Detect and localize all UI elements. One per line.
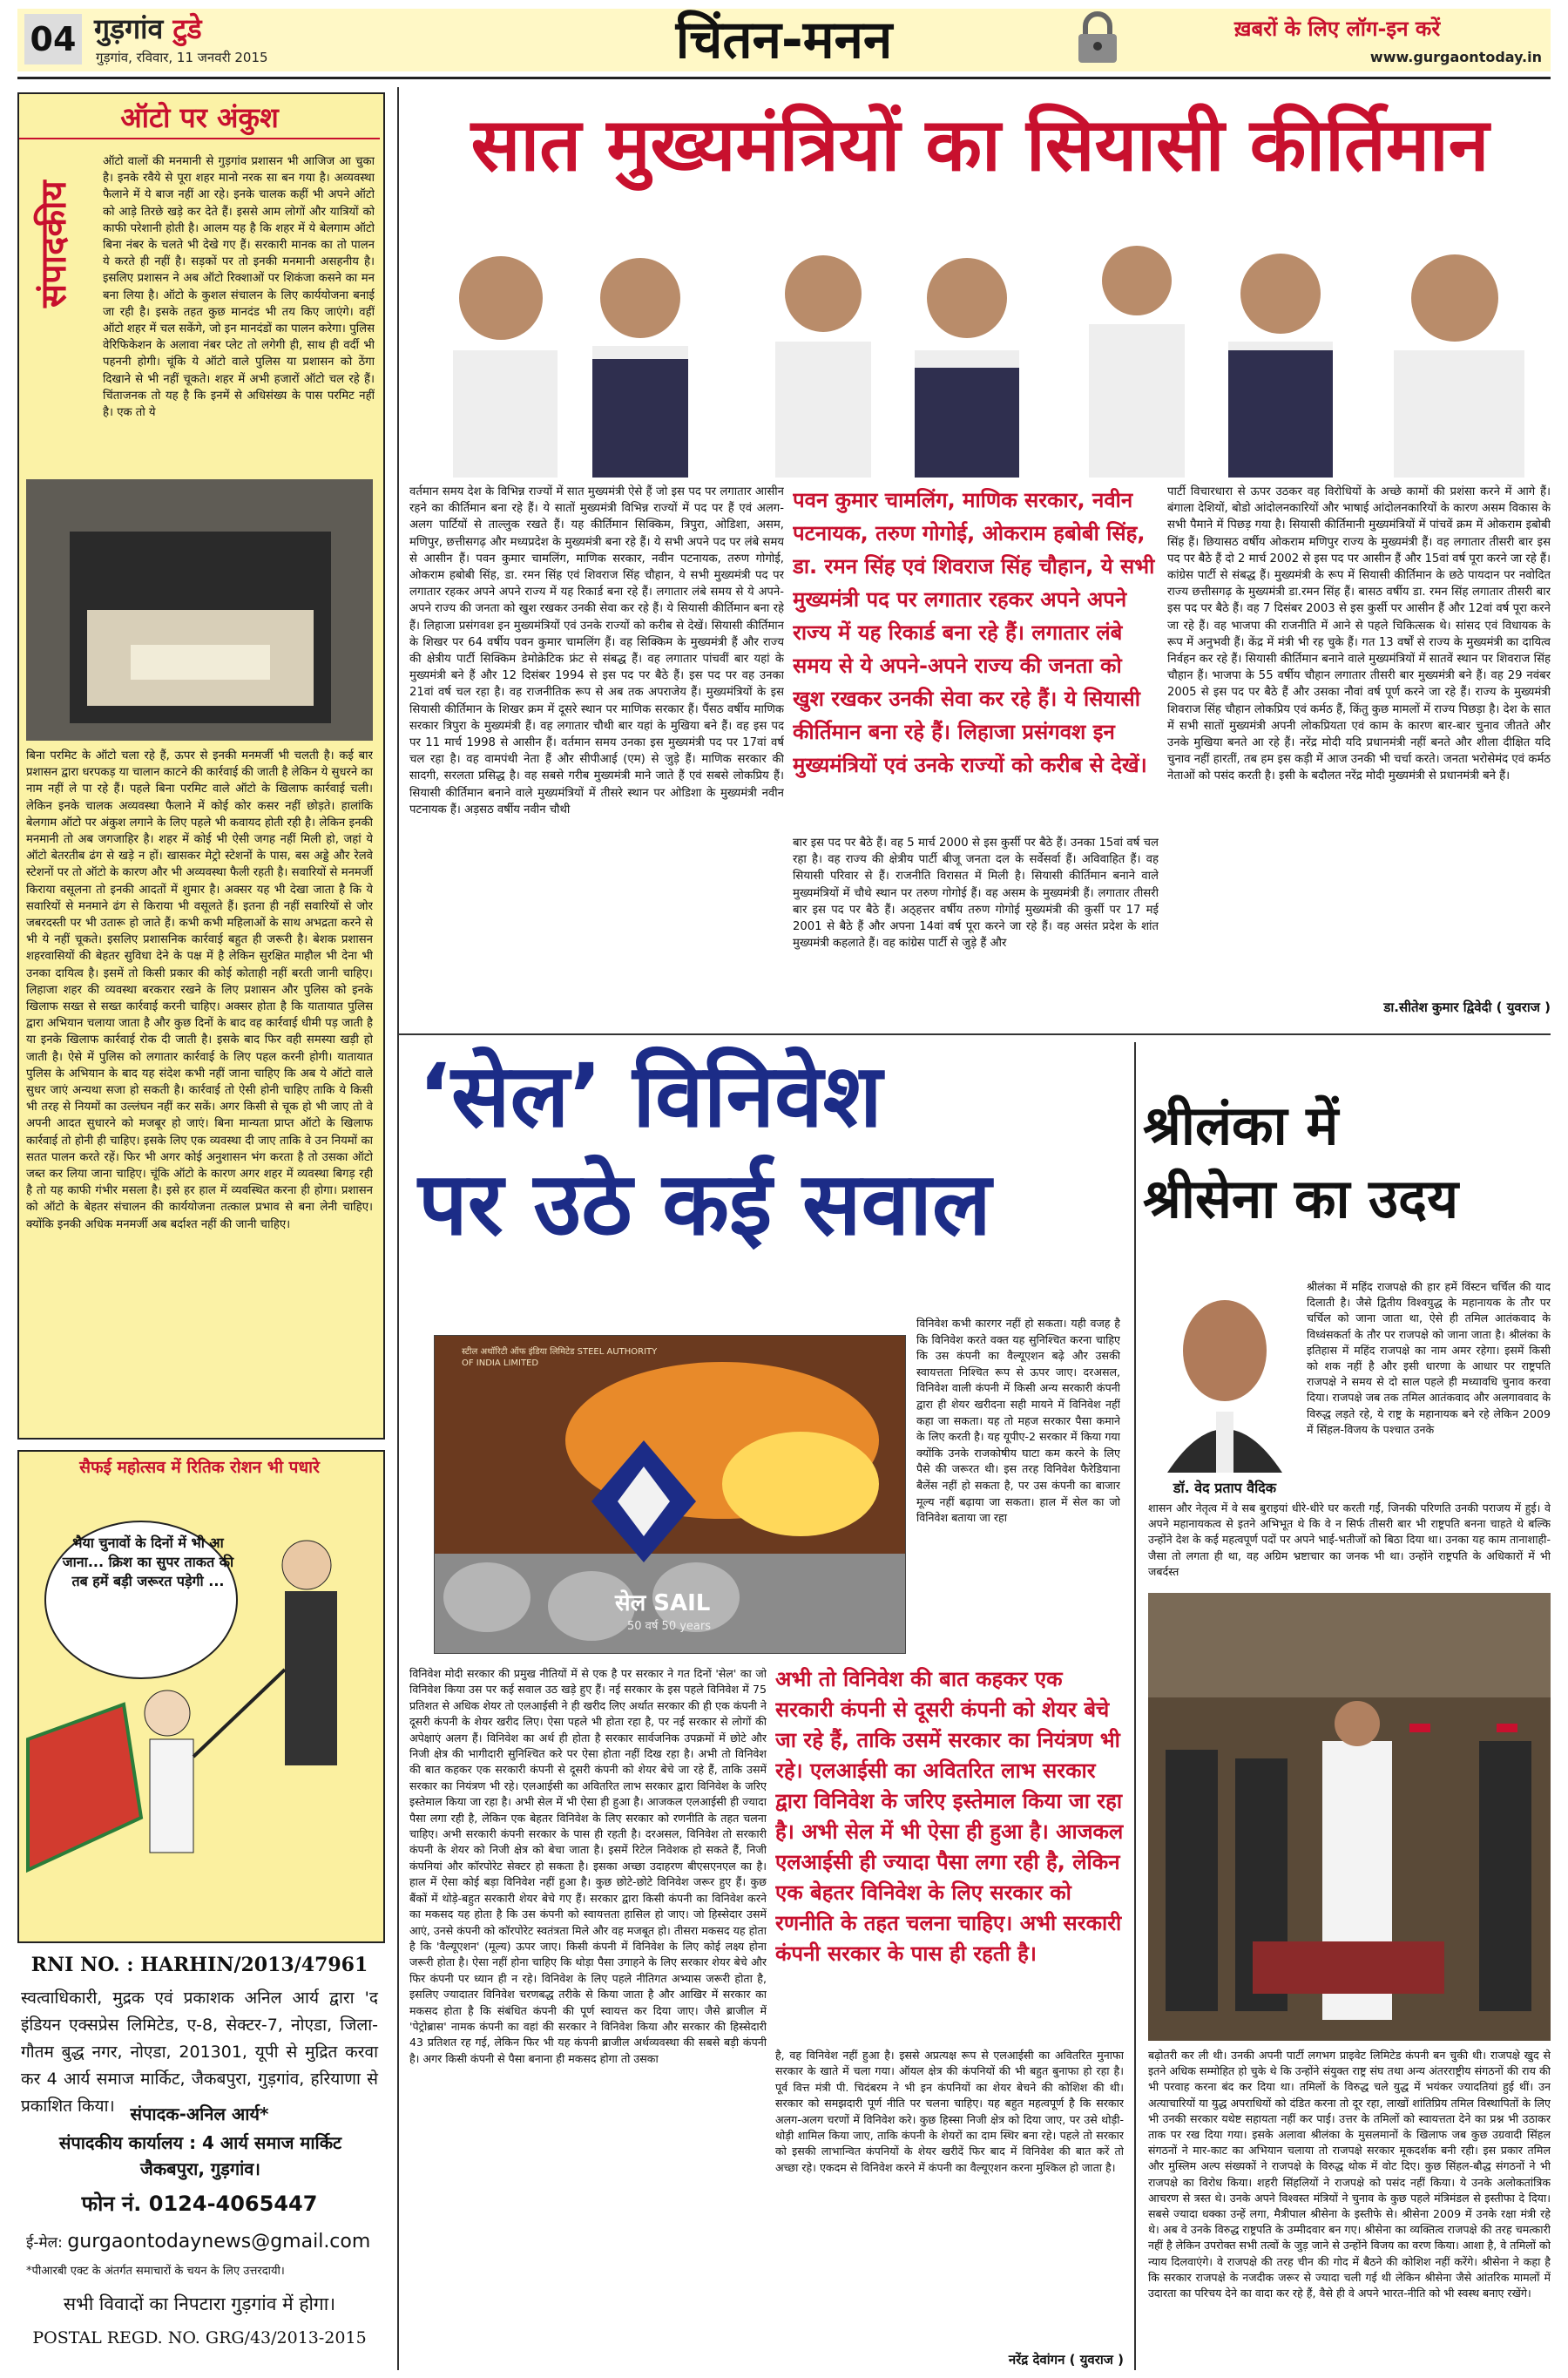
login-prompt[interactable]: ख़बरों के लिए लॉग-इन करें — [1233, 17, 1441, 41]
paper-name — [94, 10, 202, 47]
imprint-office: संपादकीय कार्यालय : 4 आर्य समाज मार्किट जैकबपुरा, गुड़गांव। — [58, 2132, 342, 2179]
sail-column-1: विनिवेश मोदी सरकार की प्रमुख नीतियों में से एक है पर सरकार ने गत दिनों 'सेल' का जो विनिवेश किया उस पर कई सवाल उठ खड़े हुए हैं। नई सरकार के इस पहले विनिवेश में 75 प्रतिशत से अधिक शेयर तो एलआईसी ने ही खरीद लिए अर्थात सरकार की ही एक कंपनी ने दूसरी कंपनी के शेयर खरीद लिए। ऐसा पहले भी होता रहा है, पर नई सरकार से लोगों की अपेक्षाएं अलग हैं। विनिवेश का अर्थ ही होता है सरकार सार्वजनिक उपक्रमों में छोटे और निजी क्षेत्र की भागीदारी सुनिश्चित करे पर ऐसा होता नहीं दिख रहा है। अभी तो विनिवेश की बात कहकर एक सरकारी कंपनी से दूसरी कंपनी को शेयर बेचे जा रहे हैं, ताकि उसमें सरकार का नियंत्रण भी रहे। एलआईसी का अवितरित लाभ सरकार द्वारा विनिवेश के जरिए इस्तेमाल किया जा रहा है। अभी सेल में भी ऐसा ही हुआ है। आजकल एलआईसी ही ज्यादा पैसा लगा रही है, लेकिन एक बेहतर विनिवेश के लिए सरकार को रणनीति के तहत चलना चाहिए। अभी सरकारी कंपनी सरकार के पास ही रहती है। दरअसल, विनिवेश तो सरकारी कंपनी के शेयर को निजी क्षेत्र को बेचा जाता है। इसमें रिटेल निवेशक हो सकते हैं, निजी कंपनियां और कॉरपोरेट सेक्टर हो सकता है। इसका अच्छा उदाहरण बीएसएनएल का है। हाल में ऐसा कोई बड़ा विनिवेश नहीं हुआ है। कुछ छोटे-छोटे विनिवेश जरूर हुए हैं। कुछ बैंकों में थोड़े-बहुत सरकारी शेयर बेचे गए हैं। सरकार द्वारा किसी कंपनी का विनिवेश करने का मकसद यह होता है कि उस कंपनी को स्वायत्तता हासिल हो जाए। जो हिस्सेदार उसमें आएं, उनसे कंपनी को कॉरपोरेट स्वतंत्रता मिले और वह मजबूत हो। तीसरा मकसद यह होता है कि 'वैल्यूएशन' (मूल्य) ऊपर जाए। किसी कंपनी में विनिवेश के लिए कोई लक्ष्य होना जरूरी होता है। ऐसा नहीं होना चाहिए कि थोड़ा पैसा उगाहने के लिए सरकार शेयर बेचे और फिर कंपनी पर ध्यान ही न रहे। विनिवेश के लिए पहले नीतिगत अभ्यास जरूरी होता है, इसलिए ज्यादातर विनिवेश चरणबद्ध तरीके से किया जाता है और आखिर में सरकार का मकसद होता है कि संबंधित कंपनी की पूर्ण स्वायत्त कर दिया जाए। जैसे ब्राजील में 'पेट्रोब्रास' नामक कंपनी का वहां की सरकार ने विनिवेश किया और सरकार की हिस्सेदारी 43 प्रतिशत रह गई, लेकिन फिर भी यह कंपनी ब्राजील अर्थव्यवस्था की सबसे बड़ी कंपनी है। अगर किसी कंपनी से पैसा बनाना ही मकसद होगा तो उसका — [409, 1667, 767, 2065]
imprint-jurisdiction: सभी विवादों का निपटारा गुड़गांव में होगा। — [63, 2293, 336, 2314]
sail-headline-1: ‘सेल’ विनिवेश — [418, 1045, 882, 1147]
sail-headline-2: पर उठे कई सवाल — [418, 1153, 991, 1255]
website-link[interactable]: www.gurgaontoday.in — [1369, 49, 1542, 65]
paper-name-part1: गुड़गांव — [94, 12, 164, 45]
imprint-email-label: ई-मेल: — [26, 2234, 63, 2252]
cm-column-1: वर्तमान समय देश के विभिन्न राज्यों में सात मुख्यमंत्री ऐसे हैं जो इस पद पर लगातार आसीन रहने का कीर्तिमान बना रहे हैं। ये सातों मुख्यमंत्री विभिन्न राज्यों में पद पर हैं एवं अलग-अलग पार्टियों से ताल्लुक रखते हैं। यह कीर्तिमान सिक्किम, त्रिपुरा, ओडिशा, असम, मणिपुर, छत्तीसगढ़ और मध्यप्रदेश के मुख्यमंत्री बना रहे हैं। ये सभी अपने पद पर लंबे समय से आसीन हैं। पवन कुमार चामलिंग, माणिक सरकार, नवीन पटनायक, तरुण गोगोई, ओकराम हबोबी सिंह, डा. रमन सिंह एवं शिवराज सिंह चौहान, ये सभी मुख्यमंत्री पद पर लगातार रहकर अपने अपने राज्य में यह रिकार्ड बना रहे हैं। लगातार लंबे समय से ये अपने-अपने राज्य की जनता को खुश रखकर उनकी सेवा कर रहे हैं। ये सियासी कीर्तिमान बना रहे हैं। लिहाजा प्रसंगवश इन मुख्यमंत्रियों एवं उनके राज्यों को करीब से देखें। सियासी कीर्तिमान के शिखर पर 64 वर्षीय पवन कुमार चामलिंग हैं। वह सिक्किम के मुख्यमंत्री हैं और राज्य की क्षेत्रीय पार्टी सिक्किम डेमोक्रेटिक फ्रंट से संबद्ध हैं। वह लगातार पांचवीं बार यहां के मुख्यमंत्री बने हैं और 12 दिसंबर 1994 से इस पद पर बैठे हैं। इस पद पर वह उनका 21वां वर्ष चल रहा है। वह राजनीतिक रूप से अब तक अपराजेय हैं। मुख्यमंत्रियों के इस सियासी कीर्तिमान के शिखर क्रम में दूसरे स्थान पर माणिक सरकार हैं। पैंसठ वर्षीय माणिक सरकार त्रिपुरा के मुख्यमंत्री हैं। वह लगातार चौथी बार यहां के मुखिया बने हैं। वह इस पद पर 11 मार्च 1998 से आसीन हैं। वर्तमान समय उनका इस मुख्यमंत्री पद पर 17वां वर्ष चल रहा है। वह वामपंथी नेता हैं और सीपीआई (एम) से जुड़े हैं। माणिक सरकार की सादगी, सरलता प्रसिद्ध है। वह सबसे गरीब मुख्यमंत्री माने जाते हैं एवं सबसे लोकप्रिय हैं। सियासी कीर्तिमान बनाने वाले मुख्यमंत्रियों में तीसरे स्थान पर ओडिशा के मुख्यमंत्री नवीन पटनायक हैं। अड़सठ वर्षीय नवीन चौथी — [409, 485, 784, 816]
editorial-side-label: संपादकीय — [34, 180, 74, 308]
cm-pull-quote: पवन कुमार चामलिंग, माणिक सरकार, नवीन पटनायक, तरुण गोगोई, ओकराम हबोबी सिंह, डा. रमन सिंह एवं शिवराज सिंह चौहान, ये सभी मुख्यमंत्री पद पर लगातार रहकर अपने अपने राज्य में यह रिकार्ड बना रहे हैं। लगातार लंबे समय से ये अपने-अपने राज्य की जनता को खुश रखकर उनकी सेवा कर रहे हैं। ये सियासी कीर्तिमान बना रहे हैं। लिहाजा प्रसंगवश इन मुख्यमंत्रियों एवं उनके राज्यों को करीब से देखें। — [793, 488, 1155, 777]
imprint-email[interactable]: gurgaontodaynews@gmail.com — [67, 2231, 371, 2253]
imprint-editor: संपादक-अनिल आर्य* — [130, 2104, 269, 2124]
lanka-headline-1: श्रीलंका में — [1143, 1094, 1339, 1157]
imprint-rni: RNI NO. : HARHIN/2013/47961 — [30, 1954, 368, 1976]
cm-column-3: पार्टी विचारधारा से ऊपर उठकर वह विरोधियों के अच्छे कामों की प्रशंसा करने में आगे हैं। बंगाला देशियों, बोडो आंदोलनकारियों और भाषाई आंदोलनकारियों के कारण असम विकास के सभी पैमाने में पिछड़ गया है। सियासी कीर्तिमानी मुख्यमंत्रियों में पांचवें क्रम में ओकराम इबोबी सिंह हैं। छियासठ वर्षीय ओकराम मणिपुर राज्य के मुख्यमंत्री हैं। वह लगातार तीसरी बार इस पद पर बैठे हैं दो 2 मार्च 2002 से इस पद पर आसीन हैं और 15वां वर्ष पूरा करने जा रहे हैं। कांग्रेस पार्टी से संबद्ध हैं। मुख्यमंत्री के रूप में सियासी कीर्तिमान के छठे पायदान पर नवोदित राज्य छत्तीसगढ़ के मुख्यमंत्री डा.रमन सिंह हैं। बासठ वर्षीय डा. रमन सिंह लगातार तीसरी बार इस पद पर बैठे हैं। वह 7 दिसंबर 2003 से इस कुर्सी पर आसीन हैं और 12वां वर्ष पूरा करने जा रहे हैं। वह भाजपा की राजनीति में आने से पहले चिकित्सक थे। सांसद एवं विधायक के रूप में अनुभवी हैं। केंद्र में मंत्री भी रह चुके हैं। गत 13 वर्षों से राज्य के मुख्यमंत्री का दायित्व निर्वहन कर रहे हैं। सियासी कीर्तिमान बनाने वाले मुख्यमंत्रियों में सातवें स्थान पर शिवराज सिंह चौहान हैं। भाजपा के 55 वर्षीय चौहान लगातार तीसरी बार मुख्यमंत्री बने हैं। वह 29 नवंबर 2005 से इस पद पर बैठे हैं और उसका नौवां वर्ष पूर्ण करने जा रहे हैं। राज्य के मुख्यमंत्री शिवराज सिंह चौहान लोकप्रिय एवं कर्मठ हैं, किंतु कुछ मामलों में राज्य पिछड़ा है। देश के सात में सभी सातों मुख्यमंत्री अपनी लोकप्रियता एवं काम के कारण बार-बार चुनाव जीतते और उनके मुखिया बनते आ रहे हैं। नरेंद्र मोदी यदि प्रधानमंत्री नहीं बनते और शीला दीक्षित यदि चुनाव नहीं हारतीं, तब हम इस कड़ी में आज उनकी भी चर्चा करते। जनता भरोसेमंद एवं कर्मठ नेताओं को पसंद करती है। इसी के बदौलत नरेंद्र मोदी मुख्यमंत्री से प्रधानमंत्री बने हैं। — [1167, 485, 1551, 783]
cm-byline: डा.सीतेश कुमार द्विवेदी ( युवराज ) — [1383, 999, 1551, 1015]
imprint-prb-note: *पीआरबी एक्ट के अंतर्गत समाचारों के चयन के लिए उत्तरदायी। — [26, 2265, 285, 2278]
page-number: 04 — [24, 14, 82, 64]
cartoon-caption: सैफई महोत्सव में रितिक रोशन भी पधारे — [79, 1458, 320, 1477]
lanka-bottom-text: बढ़ोतरी कर ली थी। उनकी अपनी पार्टी लगभग प्राइवेट लिमिटेड कंपनी बन चुकी थी। राजपक्षे खुद से इतने अधिक सम्मोहित हो चुके थे कि उन्होंने संयुक्त राष्ट्र संघ तथा अन्य अंतरराष्ट्रीय संगठनों की राय की भी परवाह करना बंद कर दिया था। तमिलों के विरुद्ध चले युद्ध में भयंकर ज्यादतियां हुई थीं। उन अत्याचारियों या युद्ध अपराधियों को दंडित करना तो दूर रहा, लाखों शांतिप्रिय तमिल विस्थापितों के लिए भी उनकी सरकार यथेष्ट सहायता नहीं कर पाई। उत्तर के तमिलों को स्वायत्तता देने का प्रश्न भी उठाकर ताक पर रख दिया गया। इसके अलावा श्रीलंका के मुसलमानों के खिलाफ जब कुछ उग्रवादी सिंहल संगठनों ने मार-काट का अभियान चलाया तो राजपक्षे सरकार मूकदर्शक बनी रही। इस प्रकार तमिल और मुस्लिम अल्प संख्यकों ने राजपक्षे के विरुद्ध थोक में वोट दिए। कुछ सिंहल-बौद्ध संगठनों ने भी राजपक्षे का विरोध किया। शहरी सिंहलियों ने राजपक्षे को पसंद नहीं किया। ये उनके अलोकतांत्रिक आचरण से त्रस्त थे। उनके अपने विश्वस्त मंत्रियों ने चुनाव के कुछ पहले मंत्रिमंडल से इस्तीफा दे दिया। सबसे ज्यादा धक्का उन्हें लगा, मैत्रीपाल श्रीसेना के इस्तीफे से। श्रीसेना 2009 में उनके रक्षा मंत्री रहे थे। अब वे उनके विरुद्ध राष्ट्रपति के उम्मीदवार बन गए। श्रीसेना का व्यक्तित्व राजपक्षे की तरह चमत्कारी नहीं है लेकिन उपरोक्त सभी तत्वों के जुड़ जाने से उन्होंने विजय का वरण किया। आशा है, वे तमिलों को न्याय दिलवाएंगे। वे राजपक्षे की तरह चीन की गोद में बैठने की कोशिश नहीं करेंगे। श्रीसेना ने कहा है कि सरकार राजपक्षे के नजदीक जरूर से ज्यादा चली गई थी लेकिन श्रीसेना जैसे आंतरिक मामलों में उदारता का परिचय देने का वादा कर रहे हैं, वैसे ही वे अपने भारत-नीति को भी स्वस्थ बनाए रखेंगे। — [1148, 2049, 1551, 2300]
dateline: गुड़गांव, रविवार, 11 जनवरी 2015 — [96, 50, 268, 65]
sail-years: 50 वर्ष 50 years — [627, 1620, 711, 1633]
section-title: चिंतन-मनन — [675, 10, 893, 71]
author-caption: डॉ. वेद प्रताप वैदिक — [1173, 1480, 1277, 1496]
editorial-para-1: ऑटो वालों की मनमानी से गुड़गांव प्रशासन भी आजिज आ चुका है। इनके रवैये से पूरा शहर मानो नरक सा बन गया है। अव्यवस्था फैलाने में ये बाज नहीं आ रहे। इनके चालक कहीं भी अपने ऑटो को आड़े तिरछे खड़े कर देते हैं। इससे आम लोगों और यात्रियों को काफी परेशानी होती है। आलम यह है कि शहर में ये बेलगाम ऑटो बिना नंबर के चलते भी देखे गए हैं। सरकारी मानक का तो पालन ये करते ही नहीं है। सड़कों पर तो इनकी मनमानी असहनीय है। इसलिए प्रशासन ने अब ऑटो रिक्शाओं पर शिकंजा कसने का मन बना लिया है। ऑटो के कुशल संचालन के लिए कार्ययोजना बनाई जा रही है। इसके तहत कुछ मानदंड भी तय किए जाएंगे। वहीं ऑटो शहर में चल सकेंगे, जो इन मानदंडों का पालन करेगा। पुलिस वेरिफिकेशन के अलावा नंबर प्लेट तो लगेगी ही, साथ ही वर्दी भी पहननी होगी। चूंकि ये ऑटो वाले पुलिस या प्रशासन को ठेंगा दिखाने से भी नहीं चूकते। शहर में अभी हजारों ऑटो चल रहे हैं। चिंताजनक तो यह है कि इनमें से अधिसंख्य के पास परमिट नहीं है। एक तो ये — [103, 155, 375, 420]
imprint-postal: POSTAL REGD. NO. GRG/43/2013-2015 — [32, 2328, 367, 2348]
cm-headline: सात मुख्यमंत्रियों का सियासी कीर्तिमान — [470, 102, 1490, 187]
author-photo — [1150, 1281, 1300, 1473]
imprint-owner: स्वत्वाधिकारी, मुद्रक एवं प्रकाशक अनिल आर्य द्वारा 'द इंडियन एक्सप्रेस लिमिटेड, ए-8, सेक्टर-7, नोएडा, जिला-गौतम बुद्ध नगर, नोएडा, 201301, यूपी से मुद्रित करवा कर 4 आर्य समाज मार्किट, जैकबपुरा, गुड़गांव, हरियाणा से प्रकाशित किया। — [21, 1988, 378, 2116]
cartoon-speech-bubble: भैया चुनावों के दिनों में भी आ जाना... क्रिश का सुपर ताकत की तब हमें बड़ी जरूरत पड़ेगी ... — [62, 1535, 234, 1589]
sail-photo-tag: स्टील अथॉरिटी ऑफ इंडिया लिमिटेड STEEL AUTHORITY OF INDIA LIMITED — [462, 1347, 658, 1368]
lanka-intro: श्रीलंका में महिंद राजपक्षे की हार हमें विंस्टन चर्चिल की याद दिलाती है। जैसे द्वितीय विश्वयुद्ध के महानायक के तौर पर चर्चिल को जाना जाता था, ऐसे ही तमिल आतंकवाद के विध्वंसकर्ता के तौर पर राजपक्षे को जाना जाता है। श्रीलंका के इतिहास में महिंद राजपक्षे का नाम अमर रहेगा। इसमें किसी को शक नहीं है और इसी धारणा के आधार पर राष्ट्रपति राजपक्षे ने समय से दो साल पहले ही मध्यावधि चुनाव करवा दिया। राजपक्षे जब तक तमिल आतंकवाद और अलगाववाद के विरुद्ध लड़ते रहे, ये राष्ट्र के महानायक बने रहे लेकिन 2009 में सिंहल-विजय के पश्चात उनके — [1307, 1280, 1551, 1436]
lanka-full-para-1: शासन और नेतृत्व में वे सब बुराइयां धीरे-धीरे घर करती गईं, जिनकी परिणति उनकी पराजय में हुई। वे अपने महानायकत्व से इतने अभिभूत थे कि वे न सिर्फ तीसरी बार भी राष्ट्रपति बनना चाहते थे बल्कि उन्होंने देश के कई महत्वपूर्ण पदों पर अपने भाई-भतीजों को बिठा दिया था। उनका यह काम तानाशाही-जैसा तो लगता ही था, वह अग्रिम भ्रष्टाचार का जनक भी था। उन्होंने राष्ट्रपति के अधिकारों में भी जबर्दस्त — [1148, 1501, 1551, 1578]
editorial-title: ऑटो पर अंकुश — [19, 98, 380, 139]
auto-rickshaw-photo — [26, 479, 373, 741]
sail-logo: सेल SAIL — [615, 1590, 711, 1616]
lock-icon — [1073, 10, 1122, 64]
cm-photo-strip — [444, 228, 1542, 478]
sail-column-2-bottom: है, वह विनिवेश नहीं हुआ है। इससे अप्रत्यक्ष रूप से एलआईसी का अवितरित मुनाफा सरकार के खाते में चला गया। ऑयल क्षेत्र की कंपनियों की भी बहुत बुनाफा हो रहा है। पूर्व वित्त मंत्री पी. चिदंबरम ने भी इन कंपनियों का शेयर बेचने की कोशिश की थी। सरकार को समझदारी पूर्ण नीति पर चलना चाहिए। यह बहुत महत्वपूर्ण है कि सरकार अलग-अलग चरणों में विनिवेश करे। कुछ हिस्सा निजी क्षेत्र को दिया जाए, पर उसे थोड़ी-थोड़ी शामिल किया जाए, ताकि कंपनी के शेयरों का दाम स्थिर बना रहे। पहले तो सरकार को इसकी लाभान्वित कंपनियों के शेयर खरीदें फिर बाद में विनिवेश की बात करें तो अच्छा रहे। एकदम से विनिवेश करने में कंपनी का वैल्यूएशन करना मुश्किल हो जाता है। — [775, 2049, 1124, 2174]
editorial-para-2: बिना परमिट के ऑटो चला रहे हैं, ऊपर से इनकी मनमर्जी भी चलती है। कई बार प्रशासन द्वारा धरपकड़ या चालान काटने की कार्रवाई की जाती है लेकिन ये सुधरने का नाम नहीं ले पा रहे हैं। पहले बिना परमिट वाले ऑटो के खिलाफ कार्रवाई चली। लेकिन इनके चालक अव्यवस्था फैलाने में कोई कोर कसर नहीं छोड़ते। हालांकि बेलगाम ऑटो पर अंकुश लगाने के लिए पहले भी कवायद होती रही है। लेकिन इनकी मनमानी तो अब जगजाहिर है। शहर में कोई भी ऐसी जगह नहीं मिली हो, जहां ये ऑटो बेतरतीब ढंग से खड़े न हों। खासकर मेट्रो स्टेशनों के पास, बस अड्डे और रेलवे स्टेशनों पर तो ऑटो के कारण और भी अव्यवस्था फैली रहती है। सवारियों से मनमर्जी किराया वसूलना तो इनकी आदतों में शुमार है। अक्सर यह भी देखा जाता है कि ये सवारियों से मनमाने ढंग से किराया भी वसूलते हैं। इतना ही नहीं सवारियों से जोर जबरदस्ती पर भी उतारू हो जाते हैं। कभी कभी महिलाओं के साथ अभद्रता करने से भी ये नहीं चूकते। इसलिए प्रशासनिक कार्रवाई बहुत ही जरूरी है। बेशक प्रशासन शहरवासियों की बेहतर सुविधा देने के पक्ष में है लेकिन सुरक्षित माहौल भी देना भी उनका दायित्व है। इसमें तो किसी प्रकार की कोई कोताही नहीं बरती जानी चाहिए। लिहाजा शहर की व्यवस्था बरकरार रखने के लिए प्रशासन और पुलिस को इनके खिलाफ सख्त से सख्त कार्रवाई करनी चाहिए। अक्सर होता है कि यातायात पुलिस द्वारा अभियान चलाया जाता है और कुछ दिनों के बाद वह कार्रवाई धीमी पड़ जाती है या इनके खिलाफ कार्रवाई रोक दी जाती है। इसके बाद फिर वही समस्या खड़ी हो जाती है। ऐसे में पुलिस को लगातार कार्रवाई के लिए पहल करनी होगी। यातायात पुलिस के अभियान के बाद यह संदेश कभी नहीं जाना चाहिए कि अब ये ऑटो वाले सुधर जाएं अन्यथा सजा हो सकती है। कार्रवाई तो ऐसी होनी चाहिए ताकि ये किसी भी तरह से नियमों का उल्लंघन नहीं कर सकें। अगर किसी से चूक हो भी जाए तो वे अपनी आदत सुधारने को मजबूर हो जाएं। बिना मान्यता प्राप्त ऑटो के खिलाफ कार्रवाई तो होनी ही चाहिए। इसके लिए एक व्यवस्था दी जाए ताकि वे उन नियमों का सतत पालन करते रहें। फिर भी अगर कोई अनुशासन भंग करता है तो उसका ऑटो जब्त कर लिया जाना चाहिए। चूंकि ऑटो के कारण अगर शहर में व्यवस्था बिगड़ रही है तो यह काफी गंभीर मसला है। इसे हर हाल में व्यवस्थित करना ही होगा। प्रशासन को ऑटो के बेहतर संचालन की कार्ययोजना तत्काल प्रभाव से बना लेनी चाहिए। क्योंकि इनकी अधिक मनमर्जी अब बर्दाश्त नहीं की जानी चाहिए। — [26, 749, 373, 1231]
column-divider-right — [1134, 1042, 1136, 2370]
paper-name-part2: टुडे — [172, 12, 202, 45]
section-rule — [397, 1033, 1551, 1035]
lanka-photo — [1148, 1593, 1551, 2041]
imprint-email-row — [26, 2231, 383, 2253]
header-rule — [17, 77, 1551, 79]
cartoon-box — [17, 1450, 385, 1943]
sail-right-text: विनिवेश कभी कारगर नहीं हो सकता। यही वजह है कि विनिवेश करते वक्त यह सुनिश्चित करना चाहिए कि उस कंपनी का वैल्यूएशन बढ़े और उसकी स्वायत्तता निश्चित रूप से ऊपर जाए। दरअसल, विनिवेश वाली कंपनी में किसी अन्य सरकारी कंपनी द्वारा ही शेयर खरीदना सही मायने में विनिवेश नहीं कहा जा सकता। यह तो महज सरकार पैसा कमाने के लिए करती है। यह यूपीए-2 सरकार में किया गया क्योंकि उनके राजकोषीय घाटा कम करने के लिए पैसे की जरूरत थी। इस तरह विनिवेश फैरेडियाना बैलेंस नहीं हो सकता है, पर उस कंपनी का बाजार मूल्य नहीं बढ़ाया जा सकता। हाल में सेल का जो विनिवेश बताया जा रहा — [916, 1317, 1120, 1525]
imprint-phone: फोन नं. 0124-4065447 — [81, 2192, 318, 2216]
column-divider-left — [397, 87, 399, 2370]
cartoon-illustration — [19, 1452, 383, 1941]
lanka-headline-2: श्रीसेना का उदय — [1143, 1167, 1459, 1230]
sail-byline: नरेंद्र देवांगन ( युवराज ) — [1008, 2352, 1124, 2368]
sail-pull-quote: अभी तो विनिवेश की बात कहकर एक सरकारी कंपनी से दूसरी कंपनी को शेयर बेचे जा रहे हैं, ताकि उसमें सरकार का नियंत्रण भी रहे। एलआईसी का अवितरित लाभ सरकार द्वारा विनिवेश के जरिए इस्तेमाल किया जा रहा है। अभी सेल में भी ऐसा ही हुआ है। आजकल एलआईसी ही ज्यादा पैसा लगा रही है, लेकिन एक बेहतर विनिवेश के लिए सरकार को रणनीति के तहत चलना चाहिए। अभी सरकारी कंपनी सरकार के पास ही रहती है। — [775, 1667, 1124, 1966]
cm-column-2-bottom: बार इस पद पर बैठे हैं। वह 5 मार्च 2000 से इस कुर्सी पर बैठे हैं। उनका 15वां वर्ष चल रहा है। वह राज्य की क्षेत्रीय पार्टी बीजू जनता दल के सर्वेसर्वा हैं। अविवाहित हैं। वह सियासी परिवार से हैं। राजनीति विरासत में मिली है। सियासी कीर्तिमान बनाने वाले मुख्यमंत्रियों में चौथे स्थान पर तरुण गोगोई हैं। वह असम के मुख्यमंत्री हैं। लगातार तीसरी बार इस पद पर बैठे हैं। अठ्हत्तर वर्षीय तरुण गोगोई मुख्यमंत्री की कुर्सी पर 17 मई 2001 से बैठे हैं और अपना 14वां वर्ष पूरा करने जा रहे हैं। वह असंत प्रदेश के शांत मुख्यमंत्री कहलाते हैं। वह कांग्रेस पार्टी से जुड़े हैं और — [793, 837, 1159, 951]
